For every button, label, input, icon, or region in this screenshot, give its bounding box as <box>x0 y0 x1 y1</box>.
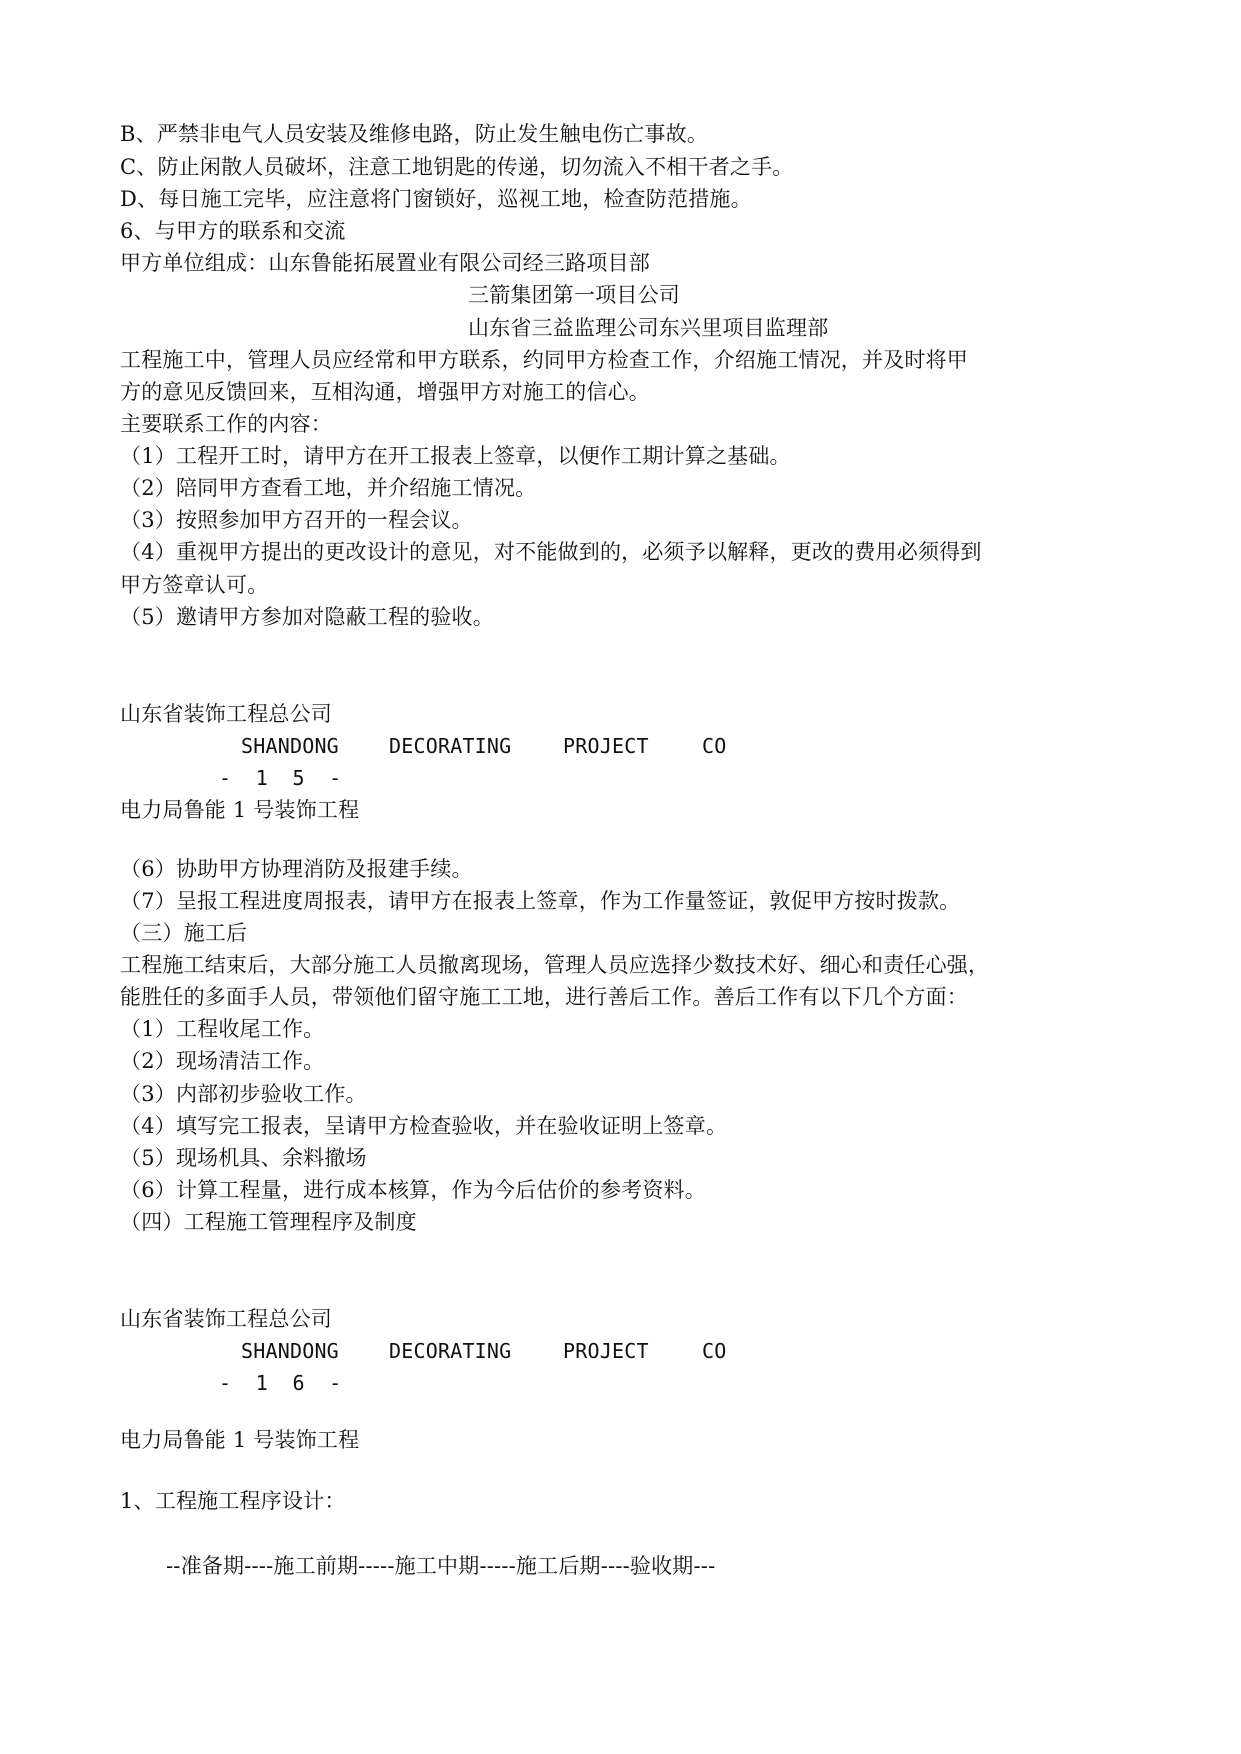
paragraph-line: 工程施工结束后，大部分施工人员撤离现场，管理人员应选择少数技术好、细心和责任心强， <box>120 953 990 977</box>
company-english-line <box>0 1338 1241 1364</box>
company-name: 山东省装饰工程总公司 <box>120 702 332 726</box>
company-english-line <box>0 733 1241 759</box>
en-word: CO <box>702 734 727 758</box>
list-item: （5）邀请甲方参加对隐蔽工程的验收。 <box>120 605 494 629</box>
list-item: （6）协助甲方协理消防及报建手续。 <box>120 857 473 881</box>
project-title: 电力局鲁能 1 号装饰工程 <box>120 1428 360 1452</box>
en-word: DECORATING <box>389 734 512 758</box>
project-title: 电力局鲁能 1 号装饰工程 <box>120 798 360 822</box>
list-item: （4）重视甲方提出的更改设计的意见，对不能做到的，必须予以解释，更改的费用必须得到 <box>120 540 982 564</box>
list-item: （3）按照参加甲方召开的一程会议。 <box>120 508 473 532</box>
list-item: （6）计算工程量，进行成本核算，作为今后估价的参考资料。 <box>120 1178 706 1202</box>
list-item: （4）填写完工报表，呈请甲方检查验收，并在验收证明上签章。 <box>120 1114 728 1138</box>
list-item: （1）工程开工时，请甲方在开工报表上签章，以便作工期计算之基础。 <box>120 444 791 468</box>
text-line-b: B、严禁非电气人员安装及维修电路，防止发生触电伤亡事故。 <box>120 122 709 146</box>
page-number: - 1 6 - <box>219 1371 342 1395</box>
list-item: （2）现场清洁工作。 <box>120 1049 325 1073</box>
list-item: （5）现场机具、余料撤场 <box>120 1146 367 1170</box>
section-heading: 1、工程施工程序设计： <box>120 1489 346 1513</box>
paragraph-line: 能胜任的多面手人员，带领他们留守施工工地，进行善后工作。善后工作有以下几个方面： <box>120 985 968 1009</box>
en-word: PROJECT <box>563 734 649 758</box>
list-item: （1）工程收尾工作。 <box>120 1017 325 1041</box>
list-item: （3）内部初步验收工作。 <box>120 1082 367 1106</box>
text-line-c: C、防止闲散人员破坏，注意工地钥匙的传递，切勿流入不相干者之手。 <box>120 155 794 179</box>
en-word: PROJECT <box>563 1339 649 1363</box>
list-item: 甲方签章认可。 <box>120 573 269 597</box>
section-heading: （四）工程施工管理程序及制度 <box>120 1210 417 1234</box>
company-name: 山东省装饰工程总公司 <box>120 1307 332 1331</box>
en-word: SHANDONG <box>241 1339 339 1363</box>
text-line-d: D、每日施工完毕，应注意将门窗锁好，巡视工地，检查防范措施。 <box>120 187 752 211</box>
list-item: （2）陪同甲方查看工地，并介绍施工情况。 <box>120 476 537 500</box>
paragraph-line: 方的意见反馈回来，互相沟通，增强甲方对施工的信心。 <box>120 380 650 404</box>
en-word: DECORATING <box>389 1339 512 1363</box>
page-number: - 1 5 - <box>219 766 342 790</box>
paragraph-line: 工程施工中，管理人员应经常和甲方联系，约同甲方检查工作，介绍施工情况，并及时将甲 <box>120 348 968 372</box>
party-label: 甲方单位组成：山东鲁能拓展置业有限公司经三路项目部 <box>120 251 650 275</box>
en-word: SHANDONG <box>241 734 339 758</box>
party-item-3: 山东省三益监理公司东兴里项目监理部 <box>468 316 829 340</box>
section-heading-6: 6、与甲方的联系和交流 <box>120 219 346 243</box>
section-heading: （三）施工后 <box>120 921 248 945</box>
process-flow: --准备期----施工前期-----施工中期-----施工后期----验收期--- <box>166 1554 716 1578</box>
items-heading: 主要联系工作的内容： <box>120 412 332 436</box>
party-item-2: 三箭集团第一项目公司 <box>468 283 680 307</box>
list-item: （7）呈报工程进度周报表，请甲方在报表上签章，作为工作量签证，敦促甲方按时拨款。 <box>120 889 961 913</box>
en-word: CO <box>702 1339 727 1363</box>
